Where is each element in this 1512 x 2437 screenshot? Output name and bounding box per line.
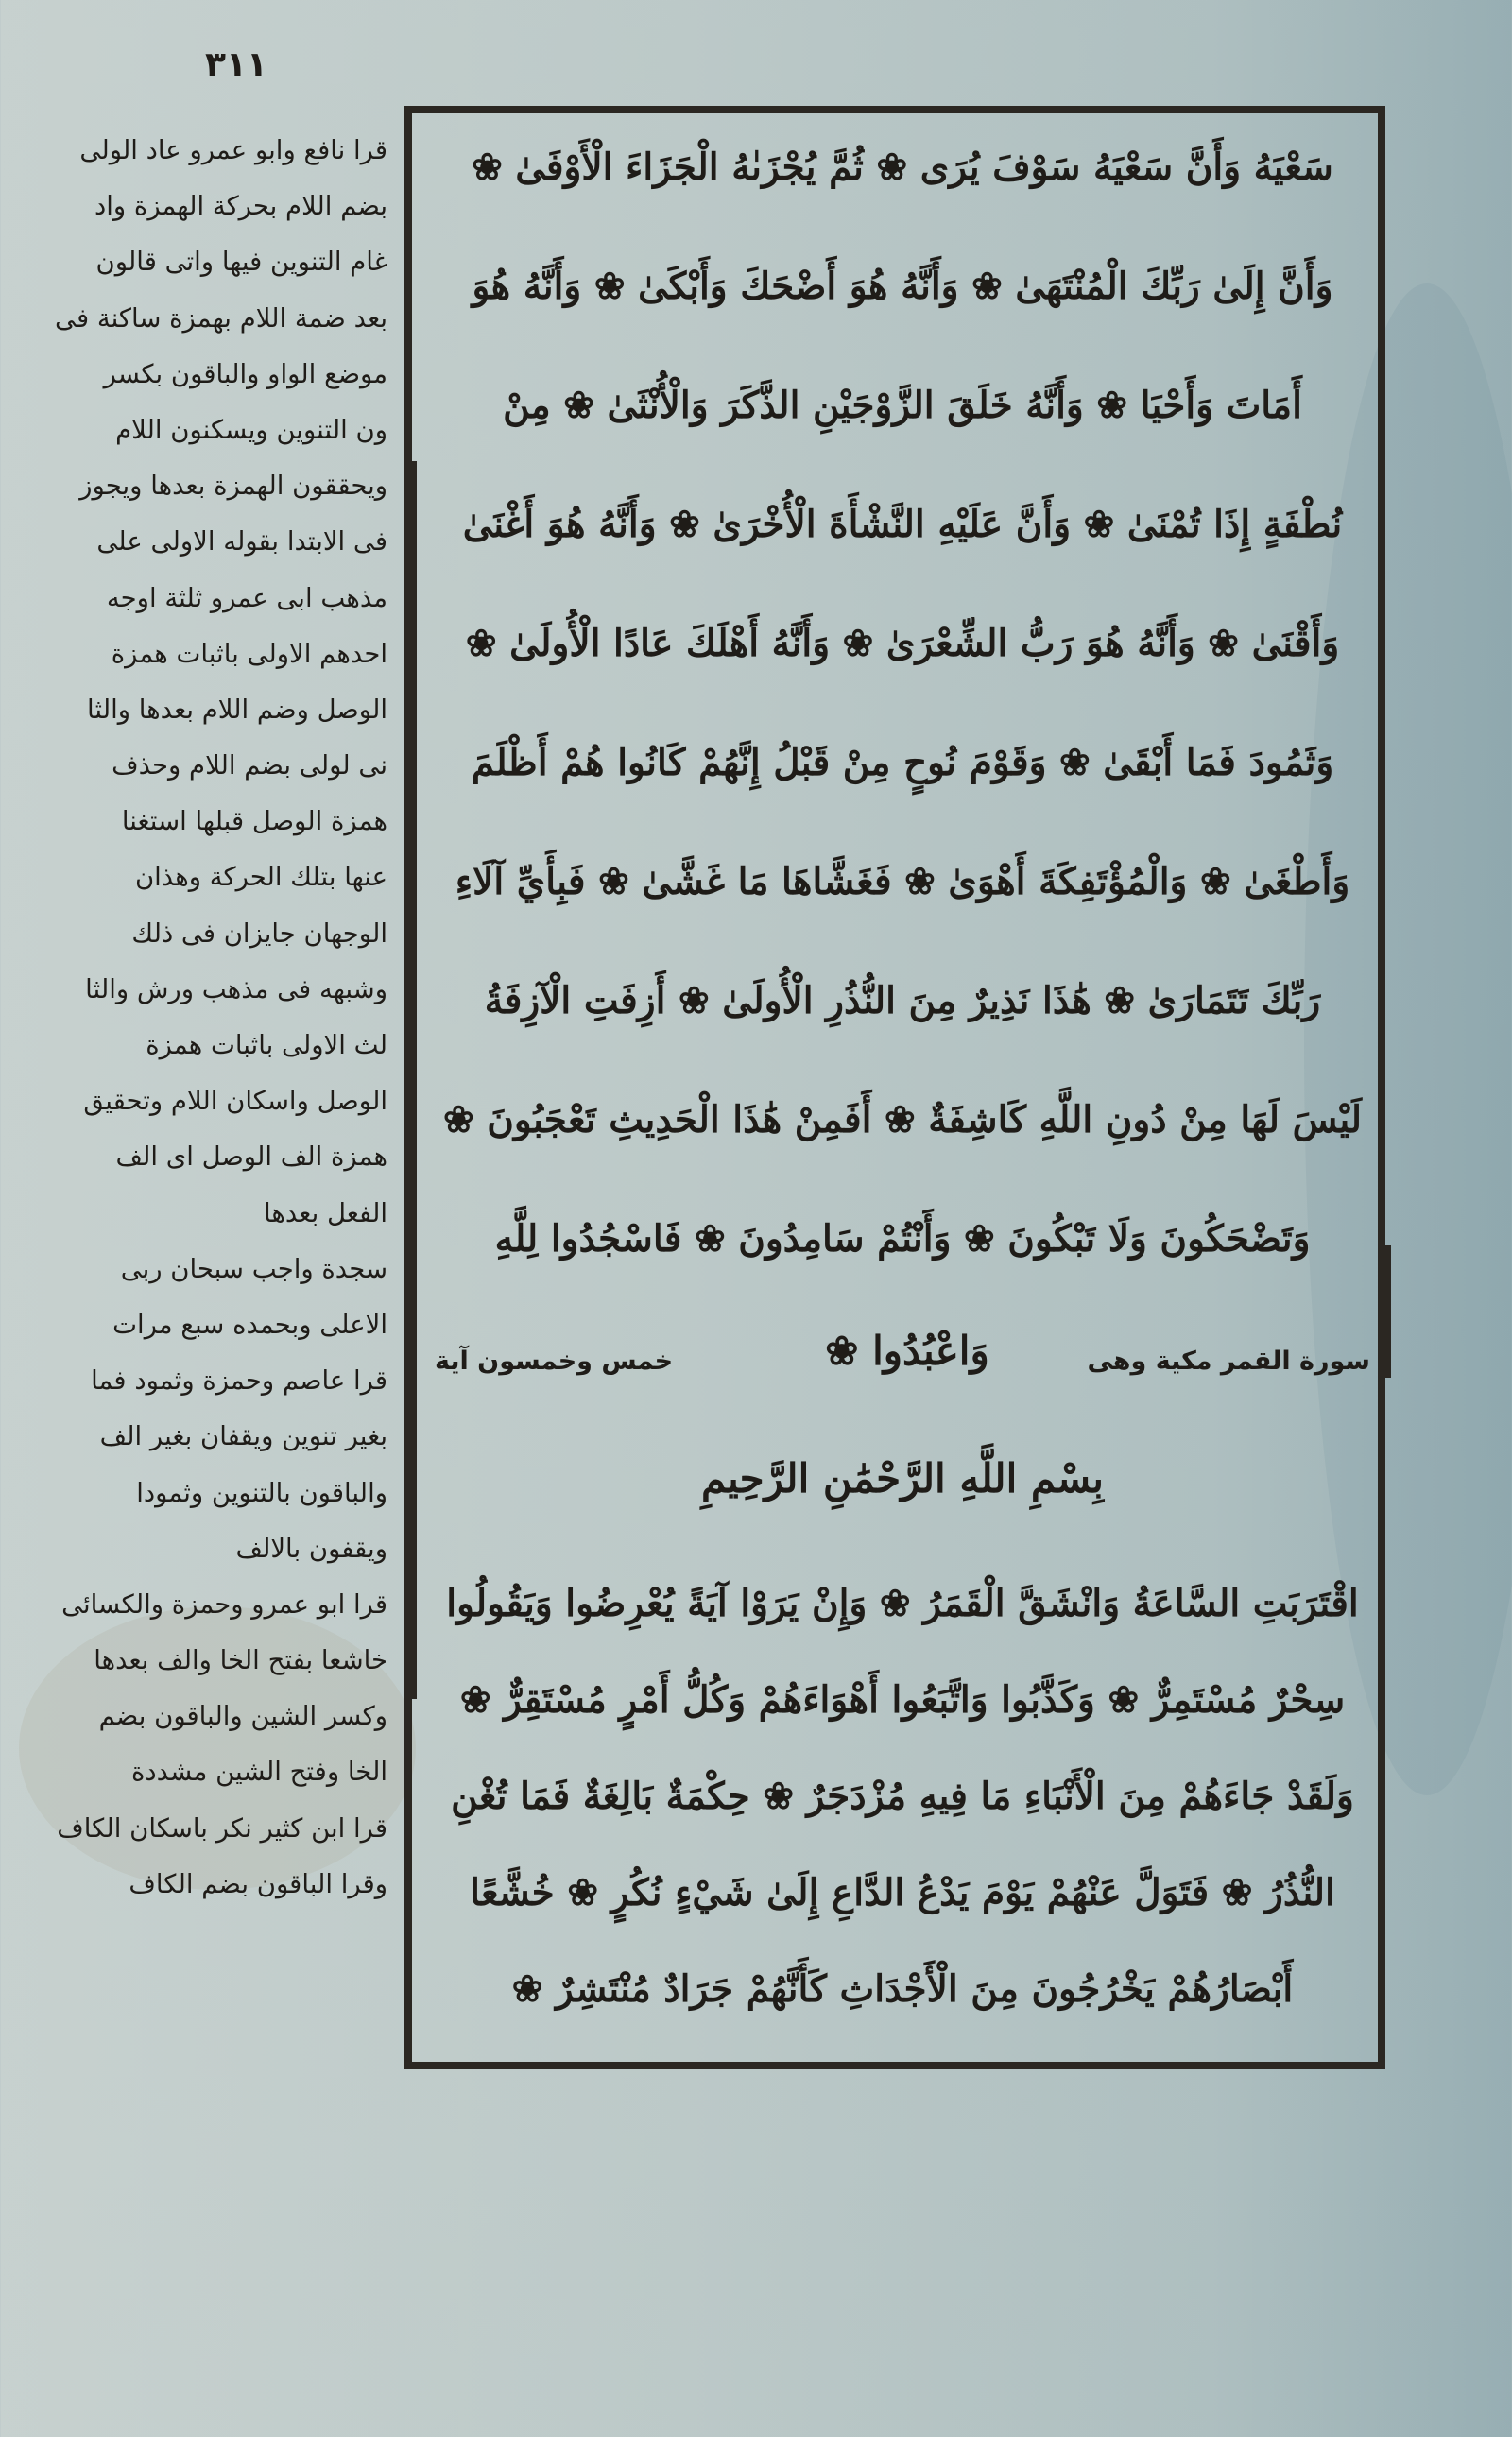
frame-tick <box>1385 1245 1391 1378</box>
margin-note-line: الاعلى وبحمده سبع مرات <box>112 1309 387 1340</box>
margin-note-line: سجدة واجب سبحان ربى <box>120 1253 387 1284</box>
margin-note-line: الخا وفتح الشين مشددة <box>131 1757 387 1788</box>
verse-line: وَتَضْحَكُونَ وَلَا تَبْكُونَ ❀ وَأَنْتُمْ سَامِدُونَ ❀ فَاسْجُدُوا لِلَّهِ <box>494 1217 1311 1261</box>
margin-commentary <box>52 123 387 2154</box>
margin-note-line: لث الاولى باثبات همزة <box>146 1030 387 1060</box>
closing-verse-word: وَاعْبُدُوا ❀ <box>825 1328 989 1374</box>
verse-count: خمس وخمسون آية <box>435 1347 674 1376</box>
verse-line: وَأَقْنَىٰ ❀ وَأَنَّهُ هُوَ رَبُّ الشِّعْرَىٰ ❀ وَأَنَّهُ أَهْلَكَ عَادًا الْأُولَىٰ ❀ <box>465 622 1340 665</box>
margin-note-line: مذهب ابى عمرو ثلثة اوجه <box>106 582 387 613</box>
page-number: ٣١١ <box>205 45 267 84</box>
margin-note-line: وقرا الباقون بضم الكاف <box>129 1868 387 1899</box>
margin-note-line: بضم اللام بحركة الهمزة واد <box>94 191 387 222</box>
margin-note-line: خاشعا بفتح الخا والف بعدها <box>94 1645 387 1676</box>
margin-note-line: غام التنوين فيها واتى قالون <box>95 247 387 278</box>
verse-line: اقْتَرَبَتِ السَّاعَةُ وَانْشَقَّ الْقَمَرُ ❀ وَإِنْ يَرَوْا آيَةً يُعْرِضُوا وَيَقُولُوا <box>446 1582 1359 1625</box>
verse-line: أَبْصَارُهُمْ يَخْرُجُونَ مِنَ الْأَجْدَاثِ كَأَنَّهُمْ جَرَادٌ مُنْتَشِرٌ ❀ <box>511 1967 1294 2011</box>
verse-line: النُّذُرُ ❀ فَتَوَلَّ عَنْهُمْ يَوْمَ يَدْعُ الدَّاعِ إِلَىٰ شَيْءٍ نُكُرٍ ❀ خُشَّعًا <box>470 1871 1335 1914</box>
margin-note-line: همزة الف الوصل اى الف <box>115 1141 387 1173</box>
margin-note-line: ويحققون الهمزة بعدها ويجوز <box>79 471 387 502</box>
margin-note-line: عنها بتلك الحركة وهذان <box>134 862 387 893</box>
margin-note-line: والباقون بالتنوين وثمودا <box>136 1477 387 1508</box>
margin-note-line: بعد ضمة اللام بهمزة ساكنة فى <box>55 302 387 334</box>
surah-heading <box>435 1318 1370 1413</box>
verse-line: لَيْسَ لَهَا مِنْ دُونِ اللَّهِ كَاشِفَةٌ ❀ أَفَمِنْ هَٰذَا الْحَدِيثِ تَعْجَبُونَ ❀ <box>442 1098 1363 1141</box>
margin-note-line: قرا نافع وابو عمرو عاد الولى <box>79 135 387 165</box>
margin-note-line: نى لولى بضم اللام وحذف <box>112 750 387 781</box>
margin-note-line: قرا ابن كثير نكر باسكان الكاف <box>57 1812 387 1844</box>
margin-note-line: الوصل واسكان اللام وتحقيق <box>83 1086 387 1117</box>
frame-inner-rule <box>412 461 417 1699</box>
verse-line: وَلَقَدْ جَاءَهُمْ مِنَ الْأَنْبَاءِ مَا فِيهِ مُزْدَجَرٌ ❀ حِكْمَةٌ بَالِغَةٌ فَمَا تُغْنِ <box>451 1775 1354 1818</box>
verse-line: وَأَنَّ إِلَىٰ رَبِّكَ الْمُنْتَهَىٰ ❀ وَأَنَّهُ هُوَ أَضْحَكَ وَأَبْكَىٰ ❀ وَأَنَّهُ هُوَ <box>472 265 1333 308</box>
margin-note-line: ون التنوين ويسكنون اللام <box>115 414 387 445</box>
margin-note-line: الوصل وضم اللام بعدها والثا <box>87 694 387 725</box>
verse-line: نُطْفَةٍ إِذَا تُمْنَىٰ ❀ وَأَنَّ عَلَيْهِ النَّشْأَةَ الْأُخْرَىٰ ❀ وَأَنَّهُ هُوَ أَغْنَىٰ <box>462 503 1343 546</box>
surah-title: سورة القمر مكية وهى <box>1087 1347 1370 1376</box>
verse-line: وَثَمُودَ فَمَا أَبْقَىٰ ❀ وَقَوْمَ نُوحٍ مِنْ قَبْلُ إِنَّهُمْ كَانُوا هُمْ أَظْلَمَ <box>471 741 1334 784</box>
margin-note-line: وشبهه فى مذهب ورش والثا <box>85 973 387 1004</box>
margin-note-line: قرا عاصم وحمزة وثمود فما <box>91 1365 387 1397</box>
margin-note-line: موضع الواو والباقون بكسر <box>103 358 387 389</box>
margin-note-line: ويقفون بالالف <box>235 1533 387 1564</box>
margin-note-line: وكسر الشين والباقون بضم <box>98 1701 387 1732</box>
margin-note-line: احدهم الاولى باثبات همزة <box>111 638 387 669</box>
margin-note-line: بغير تنوين ويقفان بغير الف <box>99 1421 387 1452</box>
margin-note-line: الوجهان جايزان فى ذلك <box>131 918 387 949</box>
verse-line: وَأَطْغَىٰ ❀ وَالْمُؤْتَفِكَةَ أَهْوَىٰ ❀ فَغَشَّاهَا مَا غَشَّىٰ ❀ فَبِأَيِّ آلَاءِ <box>455 860 1350 903</box>
verse-line: أَمَاتَ وَأَحْيَا ❀ وَأَنَّهُ خَلَقَ الزَّوْجَيْنِ الذَّكَرَ وَالْأُنْثَىٰ ❀ مِنْ <box>503 384 1302 427</box>
margin-note-line: الفعل بعدها <box>263 1197 387 1228</box>
basmala: بِسْمِ اللَّهِ الرَّحْمَٰنِ الرَّحِيمِ <box>701 1455 1104 1502</box>
verse-line: سِحْرٌ مُسْتَمِرٌّ ❀ وَكَذَّبُوا وَاتَّبَعُوا أَهْوَاءَهُمْ وَكُلُّ أَمْرٍ مُسْتَقِرٌّ ❀ <box>459 1678 1346 1722</box>
verse-line: سَعْيَهُ وَأَنَّ سَعْيَهُ سَوْفَ يُرَى ❀ ثُمَّ يُجْزَىٰهُ الْجَزَاءَ الْأَوْفَىٰ ❀ <box>472 146 1333 189</box>
margin-note-line: همزة الوصل قبلها استغنا <box>121 806 387 837</box>
main-verse-block <box>435 123 1370 2051</box>
margin-note-line: فى الابتدا بقوله الاولى على <box>96 526 387 558</box>
verse-line: رَبِّكَ تَتَمَارَىٰ ❀ هَٰذَا نَذِيرٌ مِنَ النُّذُرِ الْأُولَىٰ ❀ أَزِفَتِ الْآزِفَةُ <box>484 979 1321 1022</box>
margin-note-line: قرا ابو عمرو وحمزة والكسائى <box>61 1588 387 1620</box>
